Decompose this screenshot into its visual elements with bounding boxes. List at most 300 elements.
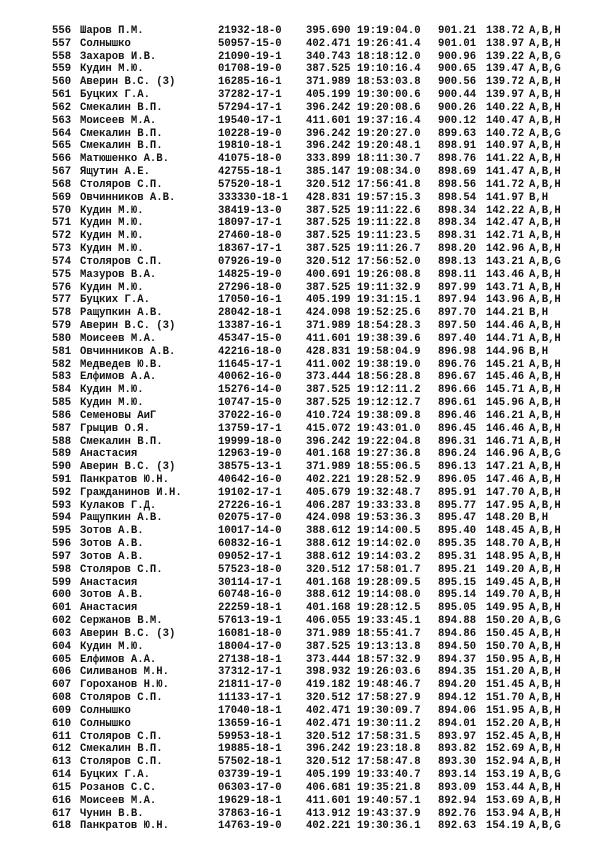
ring-code: 03739-19-1 bbox=[218, 769, 282, 782]
arrival-time: 19:33:40.7 bbox=[357, 769, 421, 782]
table-row bbox=[52, 679, 592, 692]
category-tags: A,B,H bbox=[529, 294, 561, 307]
speed-value: 898.13 bbox=[438, 255, 477, 268]
table-row bbox=[52, 397, 592, 410]
category-tags: A,B,G bbox=[529, 820, 561, 833]
table-row bbox=[52, 51, 592, 64]
category-tags: A,B,H bbox=[529, 679, 561, 692]
coefficient-value: 141.97 bbox=[486, 191, 525, 204]
speed-value: 894.12 bbox=[438, 692, 477, 705]
distance-value: 371.989 bbox=[306, 627, 351, 640]
owner-name: Столяров С.П. bbox=[80, 730, 163, 743]
category-tags: A,B,H bbox=[529, 409, 561, 422]
distance-value: 402.471 bbox=[306, 704, 351, 717]
owner-name: Буцких Г.А. bbox=[80, 89, 150, 102]
ring-code: 37282-17-1 bbox=[218, 89, 282, 102]
owner-name: Столяров С.П. bbox=[80, 692, 163, 705]
coefficient-value: 143.71 bbox=[486, 281, 525, 294]
row-number: 603 bbox=[52, 627, 72, 640]
owner-name: Кудин М.Ю. bbox=[80, 243, 144, 256]
owner-name: Гражданинов И.Н. bbox=[80, 486, 182, 499]
arrival-time: 19:28:52.9 bbox=[357, 473, 421, 486]
coefficient-value: 153.44 bbox=[486, 781, 525, 794]
category-tags: A,B,H bbox=[529, 461, 561, 474]
coefficient-value: 151.70 bbox=[486, 692, 525, 705]
coefficient-value: 139.97 bbox=[486, 89, 525, 102]
category-tags: A,B,G bbox=[529, 63, 561, 76]
row-number: 560 bbox=[52, 76, 72, 89]
coefficient-value: 142.71 bbox=[486, 230, 525, 243]
distance-value: 401.168 bbox=[306, 602, 351, 615]
owner-name: Смекалин В.П. bbox=[80, 101, 163, 114]
speed-value: 894.37 bbox=[438, 653, 477, 666]
category-tags: A,B,H bbox=[529, 717, 561, 730]
category-tags: A,B,H bbox=[529, 704, 561, 717]
category-tags: A,B,H bbox=[529, 781, 561, 794]
owner-name: Овчинников А.В. bbox=[80, 191, 176, 204]
owner-name: Анастасия bbox=[80, 602, 138, 615]
arrival-time: 18:54:28.3 bbox=[357, 320, 421, 333]
speed-value: 892.76 bbox=[438, 807, 477, 820]
owner-name: Ращупкин А.В. bbox=[80, 512, 163, 525]
speed-value: 898.54 bbox=[438, 191, 477, 204]
distance-value: 411.601 bbox=[306, 332, 351, 345]
arrival-time: 19:11:22.8 bbox=[357, 217, 421, 230]
row-number: 618 bbox=[52, 820, 72, 833]
table-row bbox=[52, 63, 592, 76]
owner-name: Зотов А.В. bbox=[80, 589, 144, 602]
ring-code: 57523-18-0 bbox=[218, 563, 282, 576]
coefficient-value: 139.72 bbox=[486, 76, 525, 89]
category-tags: A,B,H bbox=[529, 499, 561, 512]
table-row bbox=[52, 589, 592, 602]
category-tags: A,B,H bbox=[529, 602, 561, 615]
category-tags: A,B,H bbox=[529, 538, 561, 551]
category-tags: A,B,H bbox=[529, 486, 561, 499]
row-number: 607 bbox=[52, 679, 72, 692]
arrival-time: 19:32:48.7 bbox=[357, 486, 421, 499]
coefficient-value: 143.96 bbox=[486, 294, 525, 307]
distance-value: 428.831 bbox=[306, 191, 351, 204]
owner-name: Столяров С.П. bbox=[80, 756, 163, 769]
ring-code: 13659-16-1 bbox=[218, 717, 282, 730]
row-number: 581 bbox=[52, 345, 72, 358]
speed-value: 897.40 bbox=[438, 332, 477, 345]
category-tags: A,B,H bbox=[529, 473, 561, 486]
ring-code: 14763-19-0 bbox=[218, 820, 282, 833]
owner-name: Зотов А.В. bbox=[80, 525, 144, 538]
category-tags: A,B,H bbox=[529, 692, 561, 705]
table-row bbox=[52, 769, 592, 782]
owner-name: Моисеев М.А. bbox=[80, 332, 157, 345]
speed-value: 894.86 bbox=[438, 627, 477, 640]
distance-value: 388.612 bbox=[306, 550, 351, 563]
coefficient-value: 141.72 bbox=[486, 178, 525, 191]
speed-value: 896.05 bbox=[438, 473, 477, 486]
row-number: 570 bbox=[52, 204, 72, 217]
row-number: 565 bbox=[52, 140, 72, 153]
arrival-time: 19:58:04.9 bbox=[357, 345, 421, 358]
row-number: 561 bbox=[52, 89, 72, 102]
ring-code: 10017-14-0 bbox=[218, 525, 282, 538]
table-row bbox=[52, 692, 592, 705]
speed-value: 896.76 bbox=[438, 358, 477, 371]
distance-value: 320.512 bbox=[306, 756, 351, 769]
row-number: 574 bbox=[52, 255, 72, 268]
distance-value: 400.691 bbox=[306, 268, 351, 281]
distance-value: 415.072 bbox=[306, 422, 351, 435]
table-row bbox=[52, 384, 592, 397]
coefficient-value: 151.95 bbox=[486, 704, 525, 717]
ring-code: 16081-18-0 bbox=[218, 627, 282, 640]
row-number: 584 bbox=[52, 384, 72, 397]
ring-code: 27296-18-0 bbox=[218, 281, 282, 294]
ring-code: 18004-17-0 bbox=[218, 640, 282, 653]
category-tags: A,B,H bbox=[529, 37, 561, 50]
row-number: 585 bbox=[52, 397, 72, 410]
coefficient-value: 144.46 bbox=[486, 320, 525, 333]
coefficient-value: 153.69 bbox=[486, 794, 525, 807]
arrival-time: 18:55:41.7 bbox=[357, 627, 421, 640]
category-tags: A,B,H bbox=[529, 320, 561, 333]
distance-value: 402.221 bbox=[306, 820, 351, 833]
distance-value: 424.098 bbox=[306, 307, 351, 320]
category-tags: B,H bbox=[529, 345, 549, 358]
ring-code: 37022-16-0 bbox=[218, 409, 282, 422]
distance-value: 411.601 bbox=[306, 794, 351, 807]
arrival-time: 17:56:41.8 bbox=[357, 178, 421, 191]
owner-name: Моисеев М.А. bbox=[80, 794, 157, 807]
coefficient-value: 153.19 bbox=[486, 769, 525, 782]
table-row bbox=[52, 756, 592, 769]
ring-code: 19999-18-0 bbox=[218, 435, 282, 448]
ring-code: 11133-17-1 bbox=[218, 692, 282, 705]
owner-name: Аверин В.С. (3) bbox=[80, 320, 176, 333]
speed-value: 898.69 bbox=[438, 166, 477, 179]
owner-name: Захаров И.В. bbox=[80, 50, 157, 63]
coefficient-value: 150.20 bbox=[486, 615, 525, 628]
speed-value: 900.12 bbox=[438, 114, 477, 127]
row-number: 605 bbox=[52, 653, 72, 666]
speed-value: 893.09 bbox=[438, 781, 477, 794]
speed-value: 895.05 bbox=[438, 602, 477, 615]
distance-value: 387.525 bbox=[306, 397, 351, 410]
table-row bbox=[52, 731, 592, 744]
ring-code: 30114-17-1 bbox=[218, 576, 282, 589]
row-number: 582 bbox=[52, 358, 72, 371]
table-row bbox=[52, 820, 592, 833]
ring-code: 21811-17-0 bbox=[218, 679, 282, 692]
coefficient-value: 153.94 bbox=[486, 807, 525, 820]
row-number: 559 bbox=[52, 63, 72, 76]
speed-value: 892.94 bbox=[438, 794, 477, 807]
category-tags: A,B,G bbox=[529, 769, 561, 782]
coefficient-value: 146.71 bbox=[486, 435, 525, 448]
owner-name: Солнышко bbox=[80, 717, 131, 730]
distance-value: 320.512 bbox=[306, 178, 351, 191]
coefficient-value: 146.21 bbox=[486, 409, 525, 422]
category-tags: A,B,H bbox=[529, 422, 561, 435]
row-number: 616 bbox=[52, 794, 72, 807]
row-number: 606 bbox=[52, 666, 72, 679]
owner-name: Овчинников А.В. bbox=[80, 345, 176, 358]
arrival-time: 19:20:08.6 bbox=[357, 101, 421, 114]
arrival-time: 18:57:32.9 bbox=[357, 653, 421, 666]
distance-value: 401.168 bbox=[306, 448, 351, 461]
arrival-time: 19:30:00.6 bbox=[357, 89, 421, 102]
coefficient-value: 149.95 bbox=[486, 602, 525, 615]
speed-value: 898.20 bbox=[438, 243, 477, 256]
category-tags: A,B,H bbox=[529, 153, 561, 166]
arrival-time: 17:58:31.5 bbox=[357, 730, 421, 743]
speed-value: 895.47 bbox=[438, 512, 477, 525]
speed-value: 899.63 bbox=[438, 127, 477, 140]
speed-value: 896.98 bbox=[438, 345, 477, 358]
ring-code: 57294-17-1 bbox=[218, 101, 282, 114]
ring-code: 27226-16-1 bbox=[218, 499, 282, 512]
speed-value: 894.20 bbox=[438, 679, 477, 692]
distance-value: 411.002 bbox=[306, 358, 351, 371]
row-number: 602 bbox=[52, 615, 72, 628]
coefficient-value: 146.96 bbox=[486, 448, 525, 461]
speed-value: 894.35 bbox=[438, 666, 477, 679]
distance-value: 320.512 bbox=[306, 730, 351, 743]
category-tags: A,B,H bbox=[529, 730, 561, 743]
distance-value: 396.242 bbox=[306, 743, 351, 756]
row-number: 599 bbox=[52, 576, 72, 589]
arrival-time: 18:18:12.0 bbox=[357, 50, 421, 63]
arrival-time: 19:28:09.5 bbox=[357, 576, 421, 589]
owner-name: Ящутин А.Е. bbox=[80, 166, 150, 179]
ring-code: 16285-16-1 bbox=[218, 76, 282, 89]
speed-value: 898.34 bbox=[438, 217, 477, 230]
distance-value: 385.147 bbox=[306, 166, 351, 179]
distance-value: 402.471 bbox=[306, 717, 351, 730]
owner-name: Кудин М.Ю. bbox=[80, 63, 144, 76]
arrival-time: 19:48:46.7 bbox=[357, 679, 421, 692]
table-row bbox=[52, 192, 592, 205]
table-row bbox=[52, 153, 592, 166]
owner-name: Елфимов А.А. bbox=[80, 653, 157, 666]
speed-value: 892.63 bbox=[438, 820, 477, 833]
owner-name: Гороханов Н.Ю. bbox=[80, 679, 170, 692]
arrival-time: 19:40:57.1 bbox=[357, 794, 421, 807]
coefficient-value: 145.71 bbox=[486, 384, 525, 397]
speed-value: 896.46 bbox=[438, 409, 477, 422]
category-tags: A,B,H bbox=[529, 166, 561, 179]
owner-name: Кудин М.Ю. bbox=[80, 230, 144, 243]
table-row bbox=[52, 448, 592, 461]
distance-value: 371.989 bbox=[306, 76, 351, 89]
distance-value: 402.471 bbox=[306, 37, 351, 50]
coefficient-value: 138.72 bbox=[486, 25, 525, 37]
row-number: 593 bbox=[52, 499, 72, 512]
arrival-time: 19:19:04.0 bbox=[357, 25, 421, 37]
coefficient-value: 141.47 bbox=[486, 166, 525, 179]
category-tags: A,B,H bbox=[529, 525, 561, 538]
row-number: 569 bbox=[52, 191, 72, 204]
coefficient-value: 143.46 bbox=[486, 268, 525, 281]
coefficient-value: 152.20 bbox=[486, 717, 525, 730]
table-row bbox=[52, 128, 592, 141]
speed-value: 896.61 bbox=[438, 397, 477, 410]
speed-value: 895.40 bbox=[438, 525, 477, 538]
speed-value: 897.94 bbox=[438, 294, 477, 307]
table-row bbox=[52, 359, 592, 372]
ring-code: 18367-17-1 bbox=[218, 243, 282, 256]
table-row bbox=[52, 654, 592, 667]
owner-name: Медведев Ю.В. bbox=[80, 358, 163, 371]
category-tags: A,B,H bbox=[529, 89, 561, 102]
row-number: 578 bbox=[52, 307, 72, 320]
arrival-time: 19:13:13.8 bbox=[357, 640, 421, 653]
row-number: 588 bbox=[52, 435, 72, 448]
row-number: 571 bbox=[52, 217, 72, 230]
ring-code: 06303-17-0 bbox=[218, 781, 282, 794]
ring-code: 10747-15-0 bbox=[218, 397, 282, 410]
row-number: 609 bbox=[52, 704, 72, 717]
speed-value: 901.01 bbox=[438, 37, 477, 50]
owner-name: Силиванов М.Н. bbox=[80, 666, 170, 679]
category-tags: A,B,H bbox=[529, 114, 561, 127]
owner-name: Кудин М.Ю. bbox=[80, 397, 144, 410]
owner-name: Аверин В.С. (3) bbox=[80, 627, 176, 640]
coefficient-value: 150.95 bbox=[486, 653, 525, 666]
row-number: 610 bbox=[52, 717, 72, 730]
arrival-time: 19:33:45.1 bbox=[357, 615, 421, 628]
table-row bbox=[52, 89, 592, 102]
owner-name: Розанов С.С. bbox=[80, 781, 157, 794]
row-number: 564 bbox=[52, 127, 72, 140]
category-tags: A,B,H bbox=[529, 217, 561, 230]
arrival-time: 19:37:16.4 bbox=[357, 114, 421, 127]
speed-value: 900.65 bbox=[438, 63, 477, 76]
speed-value: 898.56 bbox=[438, 178, 477, 191]
category-tags: B,H bbox=[529, 307, 549, 320]
table-row bbox=[52, 115, 592, 128]
table-row bbox=[52, 38, 592, 51]
distance-value: 405.199 bbox=[306, 294, 351, 307]
row-number: 604 bbox=[52, 640, 72, 653]
table-row bbox=[52, 243, 592, 256]
distance-value: 410.724 bbox=[306, 409, 351, 422]
owner-name: Зотов А.В. bbox=[80, 550, 144, 563]
arrival-time: 19:53:36.3 bbox=[357, 512, 421, 525]
table-row bbox=[52, 808, 592, 821]
coefficient-value: 140.97 bbox=[486, 140, 525, 153]
ring-code: 40642-16-0 bbox=[218, 473, 282, 486]
coefficient-value: 152.69 bbox=[486, 743, 525, 756]
speed-value: 898.11 bbox=[438, 268, 477, 281]
owner-name: Смекалин В.П. bbox=[80, 435, 163, 448]
ring-code: 50957-15-0 bbox=[218, 37, 282, 50]
row-number: 587 bbox=[52, 422, 72, 435]
row-number: 614 bbox=[52, 769, 72, 782]
coefficient-value: 141.22 bbox=[486, 153, 525, 166]
speed-value: 894.01 bbox=[438, 717, 477, 730]
coefficient-value: 150.70 bbox=[486, 640, 525, 653]
table-row bbox=[52, 512, 592, 525]
ring-code: 19810-18-1 bbox=[218, 140, 282, 153]
owner-name: Мазуров В.А. bbox=[80, 268, 157, 281]
speed-value: 897.99 bbox=[438, 281, 477, 294]
table-row bbox=[52, 205, 592, 218]
speed-value: 894.50 bbox=[438, 640, 477, 653]
category-tags: A,B,H bbox=[529, 627, 561, 640]
speed-value: 895.15 bbox=[438, 576, 477, 589]
table-row bbox=[52, 525, 592, 538]
distance-value: 387.525 bbox=[306, 63, 351, 76]
owner-name: Смекалин В.П. bbox=[80, 743, 163, 756]
distance-value: 395.690 bbox=[306, 25, 351, 37]
ring-code: 37863-16-1 bbox=[218, 807, 282, 820]
owner-name: Буцких Г.А. bbox=[80, 769, 150, 782]
table-row bbox=[52, 230, 592, 243]
coefficient-value: 140.22 bbox=[486, 101, 525, 114]
arrival-time: 19:11:22.6 bbox=[357, 204, 421, 217]
ring-code: 45347-15-0 bbox=[218, 332, 282, 345]
row-number: 586 bbox=[52, 409, 72, 422]
row-number: 608 bbox=[52, 692, 72, 705]
table-row bbox=[52, 461, 592, 474]
row-number: 596 bbox=[52, 538, 72, 551]
distance-value: 387.525 bbox=[306, 640, 351, 653]
row-number: 600 bbox=[52, 589, 72, 602]
coefficient-value: 154.19 bbox=[486, 820, 525, 833]
arrival-time: 19:14:02.0 bbox=[357, 538, 421, 551]
category-tags: A,B,H bbox=[529, 230, 561, 243]
distance-value: 398.932 bbox=[306, 666, 351, 679]
owner-name: Аверин В.С. (3) bbox=[80, 461, 176, 474]
distance-value: 406.055 bbox=[306, 615, 351, 628]
ring-code: 38575-13-1 bbox=[218, 461, 282, 474]
row-number: 598 bbox=[52, 563, 72, 576]
ring-code: 333330-18-1 bbox=[218, 191, 288, 204]
row-number: 579 bbox=[52, 320, 72, 333]
category-tags: A,B,H bbox=[529, 640, 561, 653]
arrival-time: 19:26:03.6 bbox=[357, 666, 421, 679]
arrival-time: 19:43:01.0 bbox=[357, 422, 421, 435]
ring-code: 19102-17-1 bbox=[218, 486, 282, 499]
table-row bbox=[52, 718, 592, 731]
coefficient-value: 139.47 bbox=[486, 63, 525, 76]
speed-value: 895.31 bbox=[438, 550, 477, 563]
owner-name: Столяров С.П. bbox=[80, 563, 163, 576]
category-tags: A,B,H bbox=[529, 76, 561, 89]
category-tags: A,B,H bbox=[529, 743, 561, 756]
coefficient-value: 149.70 bbox=[486, 589, 525, 602]
table-row bbox=[52, 487, 592, 500]
distance-value: 411.601 bbox=[306, 114, 351, 127]
speed-value: 895.21 bbox=[438, 563, 477, 576]
coefficient-value: 150.45 bbox=[486, 627, 525, 640]
table-row bbox=[52, 436, 592, 449]
ring-code: 09052-17-1 bbox=[218, 550, 282, 563]
distance-value: 320.512 bbox=[306, 563, 351, 576]
distance-value: 396.242 bbox=[306, 435, 351, 448]
table-row bbox=[52, 705, 592, 718]
owner-name: Кудин М.Ю. bbox=[80, 640, 144, 653]
owner-name: Анастасия bbox=[80, 448, 138, 461]
owner-name: Кудин М.Ю. bbox=[80, 281, 144, 294]
coefficient-value: 147.70 bbox=[486, 486, 525, 499]
arrival-time: 19:20:27.0 bbox=[357, 127, 421, 140]
distance-value: 424.098 bbox=[306, 512, 351, 525]
category-tags: A,B,H bbox=[529, 25, 561, 37]
ring-code: 13387-16-1 bbox=[218, 320, 282, 333]
owner-name: Ращупкин А.В. bbox=[80, 307, 163, 320]
category-tags: A,B,G bbox=[529, 127, 561, 140]
